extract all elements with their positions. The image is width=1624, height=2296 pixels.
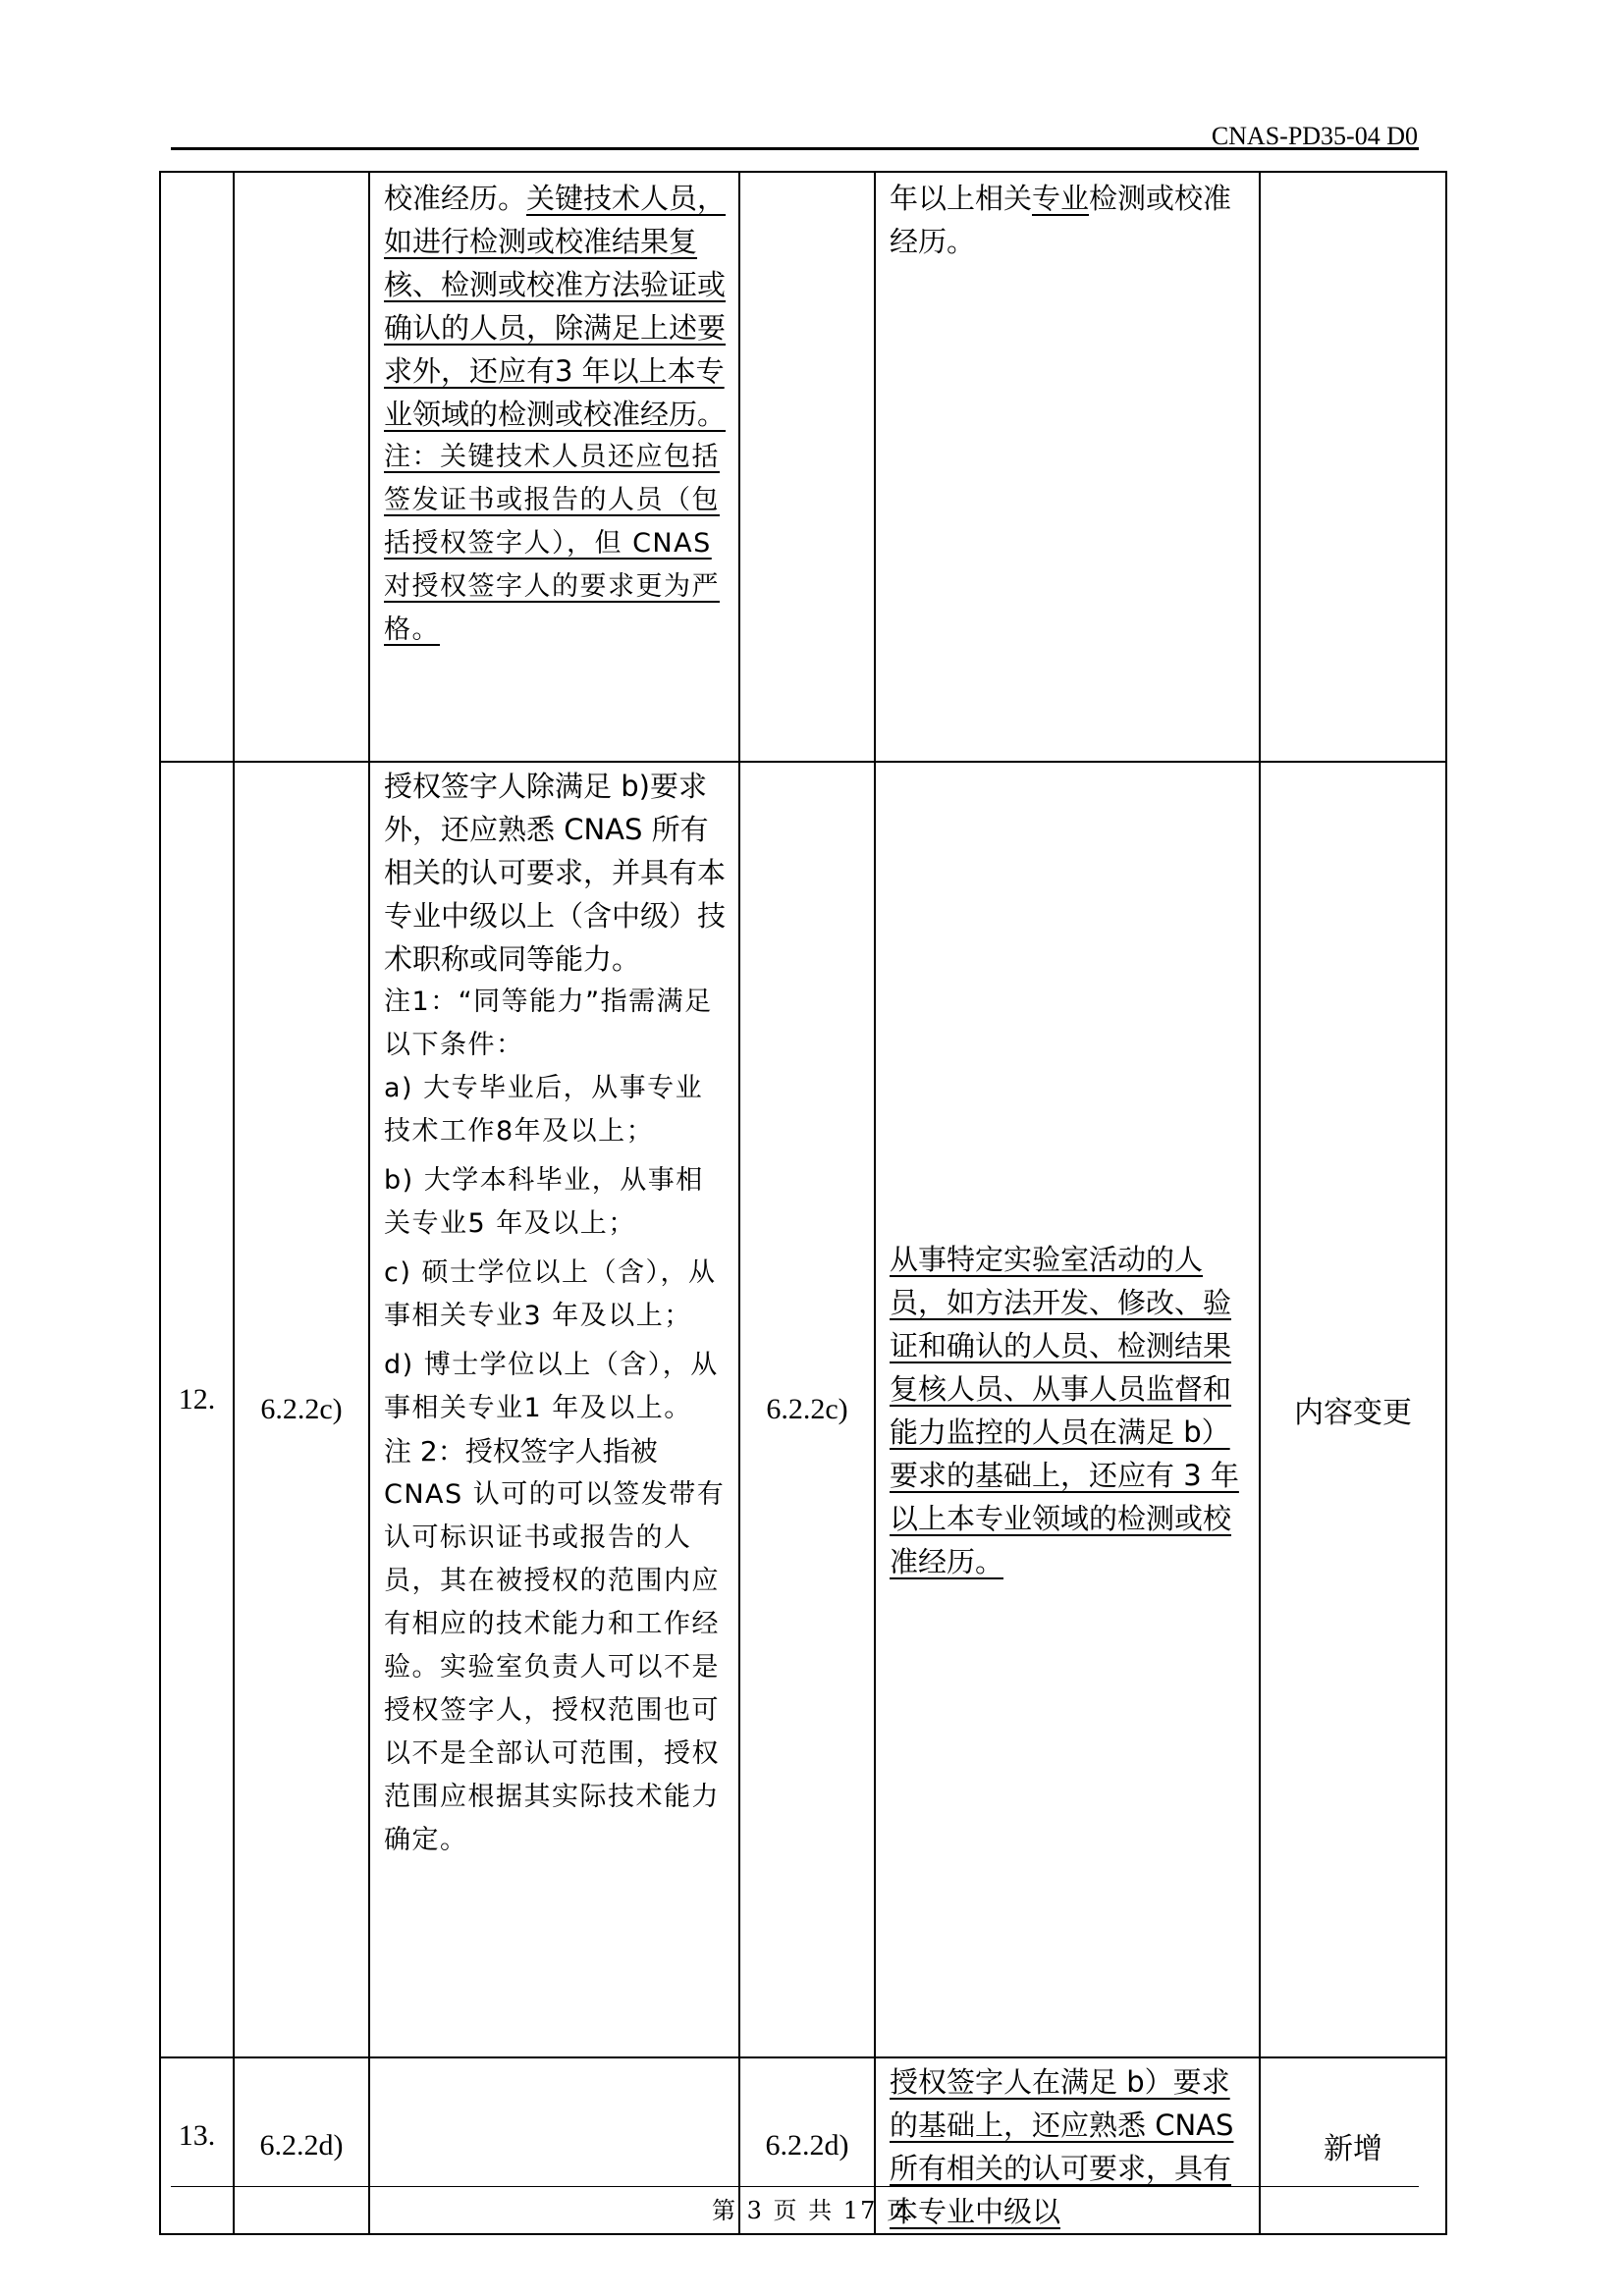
change-type: 新增 xyxy=(1324,2132,1382,2166)
new-clause-cell xyxy=(739,172,875,762)
new-text: 从事特定实验室活动的人员，如方法开发、修改、验证和确认的人员、检测结果复核人员、从事人员监督和能力监控的人员在满足 b）要求的基础上，还应有 3 年以上本专业领域的检测或校准经历。 xyxy=(890,1243,1239,1578)
note1-title: 注1：“同等能力”指需满足以下条件： xyxy=(384,987,713,1060)
note2-head: 注 2：授权签字人指被 xyxy=(384,1435,658,1468)
new-text-cell xyxy=(875,762,1260,2057)
old-text-underlined: 关键技术人员，如进行检测或校准结果复核、检测或校准方法验证或确认的人员，除满足上述要求外，还应有3 年以上本专业领域的检测或校准经历。 xyxy=(384,182,727,431)
note1-d: d) 博士学位以上（含），从事相关专业1 年及以上。 xyxy=(384,1350,719,1423)
page-number: 第 3 页 共 17 页 xyxy=(712,2197,912,2224)
note1-b: b) 大学本科毕业，从事相关专业5 年及以上； xyxy=(384,1165,704,1239)
new-text-end: 检测或校准经历。 xyxy=(890,182,1232,258)
old-main-text: 授权签字人除满足 b)要求外，还应熟悉 CNAS 所有相关的认可要求，并具有本专业中级以上（含中级）技术职称或同等能力。 xyxy=(384,770,727,976)
old-clause-cell xyxy=(234,762,369,2057)
note2-body: CNAS 认可的可以签发带有认可标识证书或报告的人员，其在被授权的范围内应有相应的技术能力和工作经验。实验室负责人可以不是授权签字人，授权范围也可以不是全部认可范围，授权范围应根据其实际技术能力确定。 xyxy=(384,1479,726,1855)
document-code: CNAS-PD35-04 D0 xyxy=(1211,122,1418,150)
new-text: 授权签字人在满足 b）要求的基础上，还应熟悉 CNAS 所有相关的认可要求，具有本专业中级以 xyxy=(890,2065,1234,2228)
new-clause: 6.2.2c) xyxy=(766,1393,848,1425)
seq-cell xyxy=(160,172,234,762)
new-text-start: 年以上相关 xyxy=(890,182,1033,215)
note1-c: c) 硕士学位以上（含），从事相关专业3 年及以上； xyxy=(384,1257,717,1331)
old-clause: 6.2.2d) xyxy=(259,2129,344,2162)
old-note: 注：关键技术人员还应包括签发证书或报告的人员（包括授权签字人），但 CNAS 对授权签字人的要求更为严格。 xyxy=(384,442,720,645)
new-text-cell xyxy=(875,172,1260,762)
header-rule xyxy=(171,147,1419,150)
footer-rule xyxy=(171,2186,1419,2187)
old-text-start: 校准经历。 xyxy=(384,182,527,215)
row-number: 13. xyxy=(178,2119,216,2152)
new-clause-cell xyxy=(739,762,875,2057)
table-row xyxy=(160,762,1446,2057)
change-type: 内容变更 xyxy=(1294,1396,1412,1430)
comparison-table xyxy=(159,171,1447,2235)
change-cell xyxy=(1260,172,1446,762)
seq-cell xyxy=(160,762,234,2057)
old-clause-cell xyxy=(234,172,369,762)
change-cell xyxy=(1260,762,1446,2057)
old-clause: 6.2.2c) xyxy=(260,1393,343,1425)
old-text-cell xyxy=(369,172,739,762)
note1-a: a) 大专毕业后，从事专业技术工作8年及以上； xyxy=(384,1073,704,1147)
row-number: 12. xyxy=(178,1383,216,1415)
old-text-cell xyxy=(369,762,739,2057)
new-clause: 6.2.2d) xyxy=(765,2129,849,2162)
table-row xyxy=(160,172,1446,762)
new-text-underlined: 专业 xyxy=(1032,182,1090,215)
